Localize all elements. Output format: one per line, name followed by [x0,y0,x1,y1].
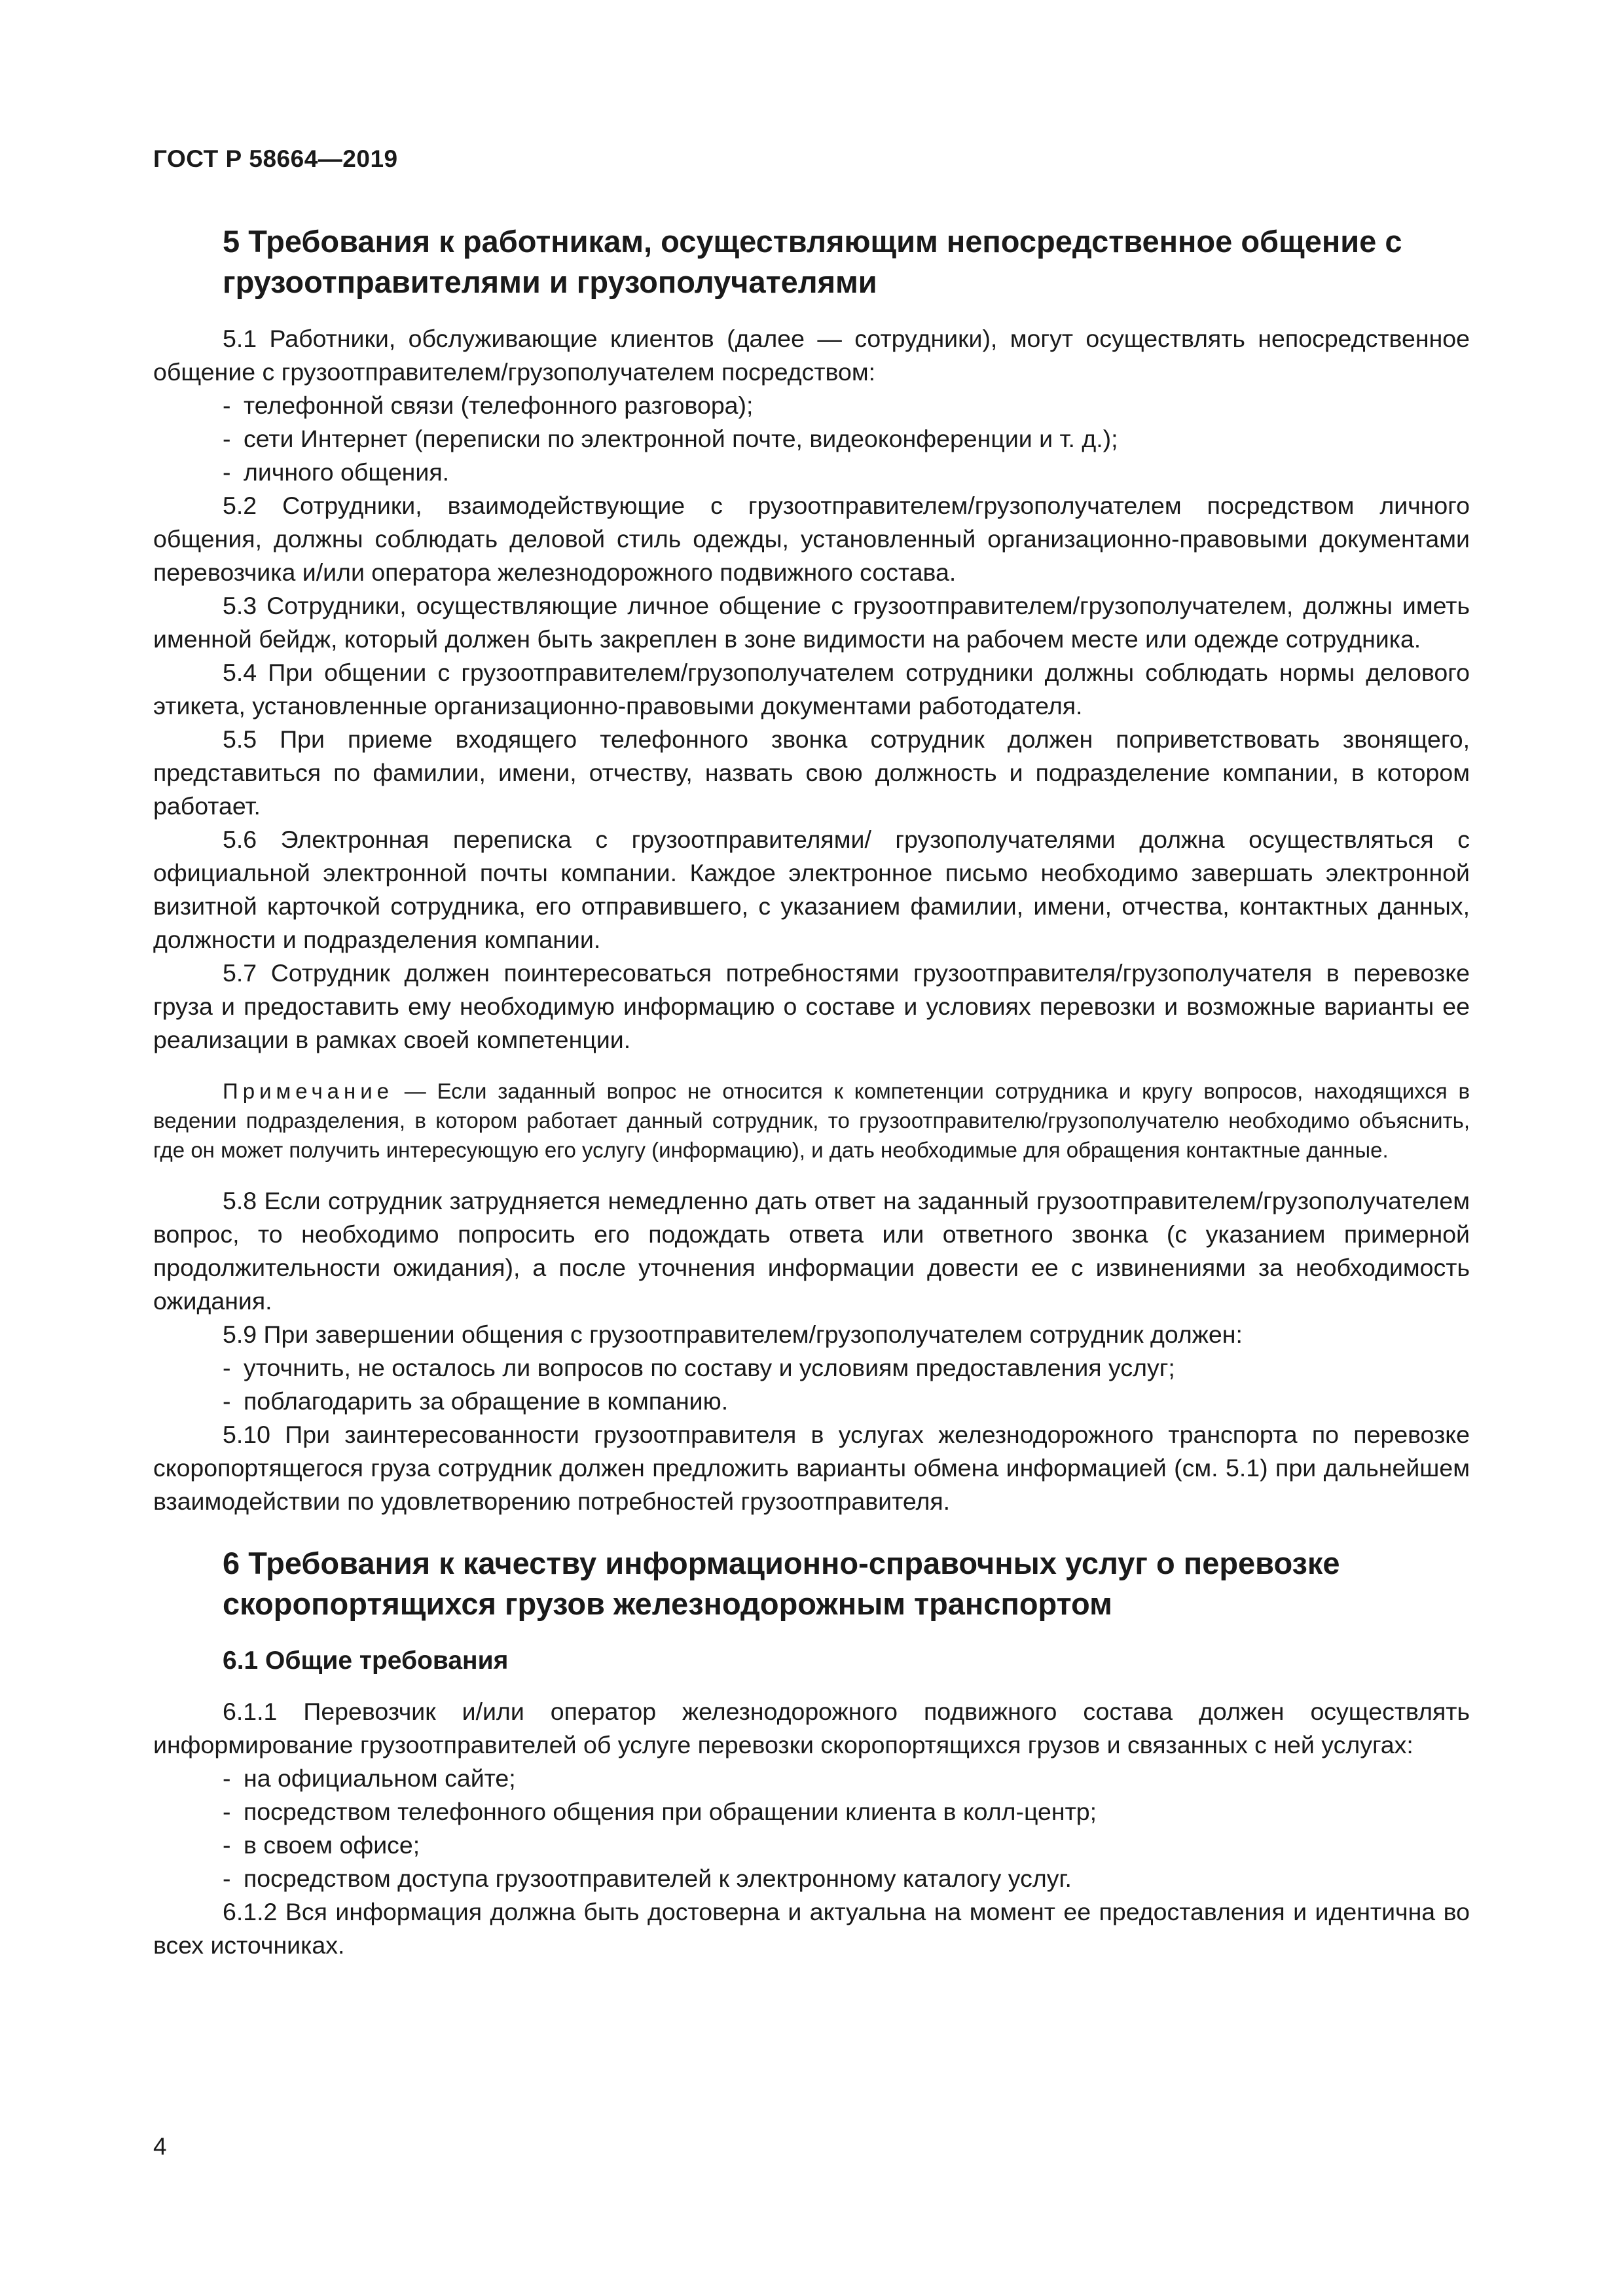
list-item: - личного общения. [223,458,450,486]
list-item: - в своем офисе; [223,1831,420,1859]
clause-6-1-1: 6.1.1 Перевозчик и/или оператор железнодорожного подвижного состава должен осуществлять информирование грузоотправителей об услуге перевозки скоропортящихся грузов и связанных с ней услугах: [153,1698,1470,1758]
clause-5-10: 5.10 При заинтересованности грузоотправителя в услугах железнодорожного транспорта по перевозке скоропортящегося груза сотрудник должен предложить варианты обмена информацией (см. 5.1) при дальнейшем взаимодействии по удовлетворению потребностей грузоотправителя. [153,1421,1470,1515]
list-item: - посредством доступа грузоотправителей к электронному каталогу услуг. [223,1865,1072,1892]
list-item: - посредством телефонного общения при обращении клиента в колл-центр; [223,1798,1097,1825]
list-item: - уточнить, не осталось ли вопросов по составу и условиям предоставления услуг; [223,1354,1175,1381]
list-item: - телефонной связи (телефонного разговора); [223,392,754,419]
clause-5-4: 5.4 При общении с грузоотправителем/грузополучателем сотрудники должны соблюдать нормы делового этикета, установленные организационно-правовыми документами работодателя. [153,659,1470,720]
page-body [153,196,1470,1962]
section-5-title: 5 Требования к работникам, осуществляющим непосредственное общение с грузоотправителями и грузополучателями [223,224,1402,299]
document-designation: ГОСТ Р 58664—2019 [153,145,398,172]
clause-5-3: 5.3 Сотрудники, осуществляющие личное общение с грузоотправителем/грузополучателем, должны иметь именной бейдж, который должен быть закреплен в зоне видимости на рабочем месте или одежде сотрудника. [153,592,1470,653]
note [153,1076,1470,1165]
subsection-6-1-title: 6.1 Общие требования [223,1647,509,1675]
clause-5-2: 5.2 Сотрудники, взаимодействующие с грузоотправителем/грузополучателем посредством личного общения, должны соблюдать деловой стиль одежды, установленный организационно-правовыми документами перевозчика и/или оператора железнодорожного подвижного состава. [153,492,1470,586]
clause-5-8: 5.8 Если сотрудник затрудняется немедленно дать ответ на заданный грузоотправителем/грузополучателем вопрос, то необходимо попросить его подождать ответа или ответного звонка (с указанием примерной продолжительности ожидания), а после уточнения информации довести ее с извинениями за необходимость ожидания. [153,1187,1470,1315]
clause-6-1-2: 6.1.2 Вся информация должна быть достоверна и актуальна на момент ее предоставления и идентична во всех источниках. [153,1898,1470,1959]
list-item: - поблагодарить за обращение в компанию. [223,1387,729,1415]
clause-5-7: 5.7 Сотрудник должен поинтересоваться потребностями грузоотправителя/грузополучателя в перевозке груза и предоставить ему необходимую информацию о составе и условиях перевозки и возможные варианты ее реализации в рамках своей компетенции. [153,959,1470,1053]
clause-5-1: 5.1 Работники, обслуживающие клиентов (далее — сотрудники), могут осуществлять непосредственное общение с грузоотправителем/грузополучателем посредством: [153,325,1470,386]
note-label: Примечание [223,1079,394,1103]
section-6-title: 6 Требования к качеству информационно-справочных услуг о перевозке скоропортящихся грузов железнодорожным транспортом [223,1546,1340,1621]
list-item: - на официальном сайте; [223,1764,516,1792]
page-number: 4 [153,2133,167,2160]
clause-5-5: 5.5 При приеме входящего телефонного звонка сотрудник должен поприветствовать звонящего, представиться по фамилии, имени, отчеству, назвать свою должность и подразделение компании, в котором работает. [153,725,1470,820]
note-text: — Если заданный вопрос не относится к компетенции сотрудника и кругу вопросов, находящихся в ведении подразделения, в котором работает данный сотрудник, то грузоотправителю/грузополучателю необходимо объяснить, где он может получить интересующую его услугу (информацию), и дать необходимые для обращения контактные данные. [153,1079,1470,1162]
list-item: - сети Интернет (переписки по электронной почте, видеоконференции и т. д.); [223,425,1118,452]
clause-5-6: 5.6 Электронная переписка с грузоотправителями/ грузополучателями должна осуществляться с официальной электронной почты компании. Каждое электронное письмо необходимо завершать электронной визитной карточкой сотрудника, его отправившего, с указанием фамилии, имени, отчества, контактных данных, должности и подразделения компании. [153,826,1470,953]
clause-5-9: 5.9 При завершении общения с грузоотправителем/грузополучателем сотрудник должен: [223,1321,1243,1348]
